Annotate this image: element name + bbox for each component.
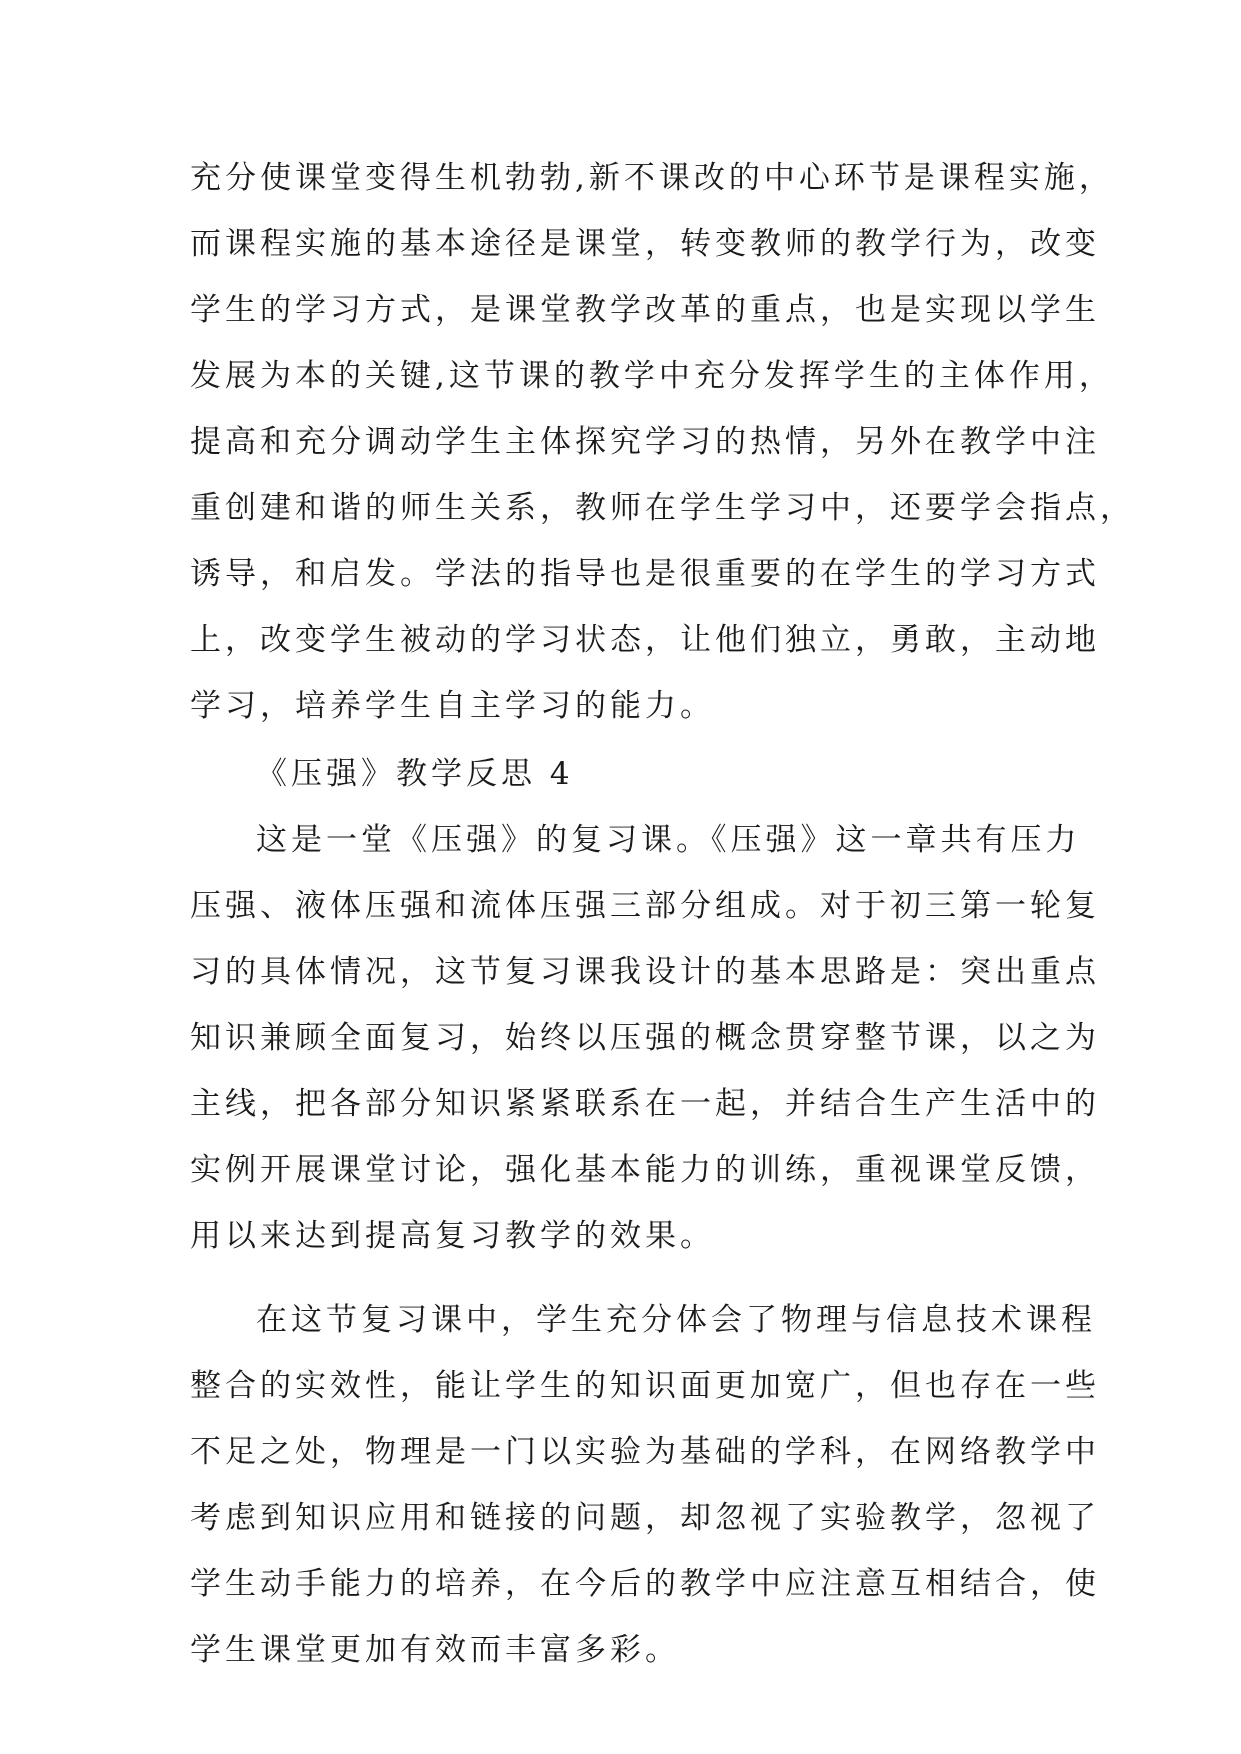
paragraph-line: 习的具体情况，这节复习课我设计的基本思路是：突出重点 — [190, 954, 1100, 990]
paragraph-line: 考虑到知识应用和链接的问题，却忽视了实验教学，忽视了 — [190, 1500, 1100, 1536]
paragraph-line: 学生课堂更加有效而丰富多彩。 — [190, 1632, 680, 1668]
paragraph-line: 诱导，和启发。学法的指导也是很重要的在学生的学习方式 — [190, 556, 1100, 592]
paragraph-line: 这是一堂《压强》的复习课。《压强》这一章共有压力 — [256, 822, 1081, 858]
paragraph-review-design — [190, 807, 1100, 1269]
paragraph-line: 在这节复习课中，学生充分体会了物理与信息技术课程 — [256, 1302, 1096, 1338]
paragraph-line: 实例开展课堂讨论，强化基本能力的训练，重视课堂反馈， — [190, 1152, 1100, 1188]
paragraph-line: 上，改变学生被动的学习状态，让他们独立，勇敢，主动地 — [190, 622, 1100, 658]
paragraph-line: 提高和充分调动学生主体探究学习的热情，另外在教学中注 — [190, 424, 1100, 460]
paragraph-line: 而课程实施的基本途径是课堂，转变教师的教学行为，改变 — [190, 226, 1100, 262]
paragraph-line: 学习，培养学生自主学习的能力。 — [190, 688, 715, 724]
paragraph-line: 主线，把各部分知识紧紧联系在一起，并结合生产生活中的 — [190, 1086, 1100, 1122]
paragraph-line: 知识兼顾全面复习，始终以压强的概念贯穿整节课，以之为 — [190, 1020, 1100, 1056]
paragraph-line: 用以来达到提高复习教学的效果。 — [190, 1218, 715, 1254]
section-heading: 《压强》教学反思 4 — [256, 756, 574, 792]
paragraph-line: 学生的学习方式，是课堂教学改革的重点，也是实现以学生 — [190, 292, 1100, 328]
paragraph-line: 不足之处，物理是一门以实验为基础的学科，在网络教学中 — [190, 1434, 1100, 1470]
paragraph-continuation — [190, 145, 1135, 739]
paragraph-line: 发展为本的关键,这节课的教学中充分发挥学生的主体作用， — [190, 358, 1114, 394]
paragraph-line: 学生动手能力的培养，在今后的教学中应注意互相结合，使 — [190, 1566, 1100, 1602]
paragraph-line: 充分使课堂变得生机勃勃,新不课改的中心环节是课程实施， — [190, 160, 1114, 196]
paragraph-line: 整合的实效性，能让学生的知识面更加宽广，但也存在一些 — [190, 1368, 1100, 1404]
paragraph-line: 重创建和谐的师生关系，教师在学生学习中，还要学会指点， — [190, 490, 1135, 526]
paragraph-reflection — [190, 1287, 1100, 1683]
paragraph-line: 压强、液体压强和流体压强三部分组成。对于初三第一轮复 — [190, 888, 1100, 924]
